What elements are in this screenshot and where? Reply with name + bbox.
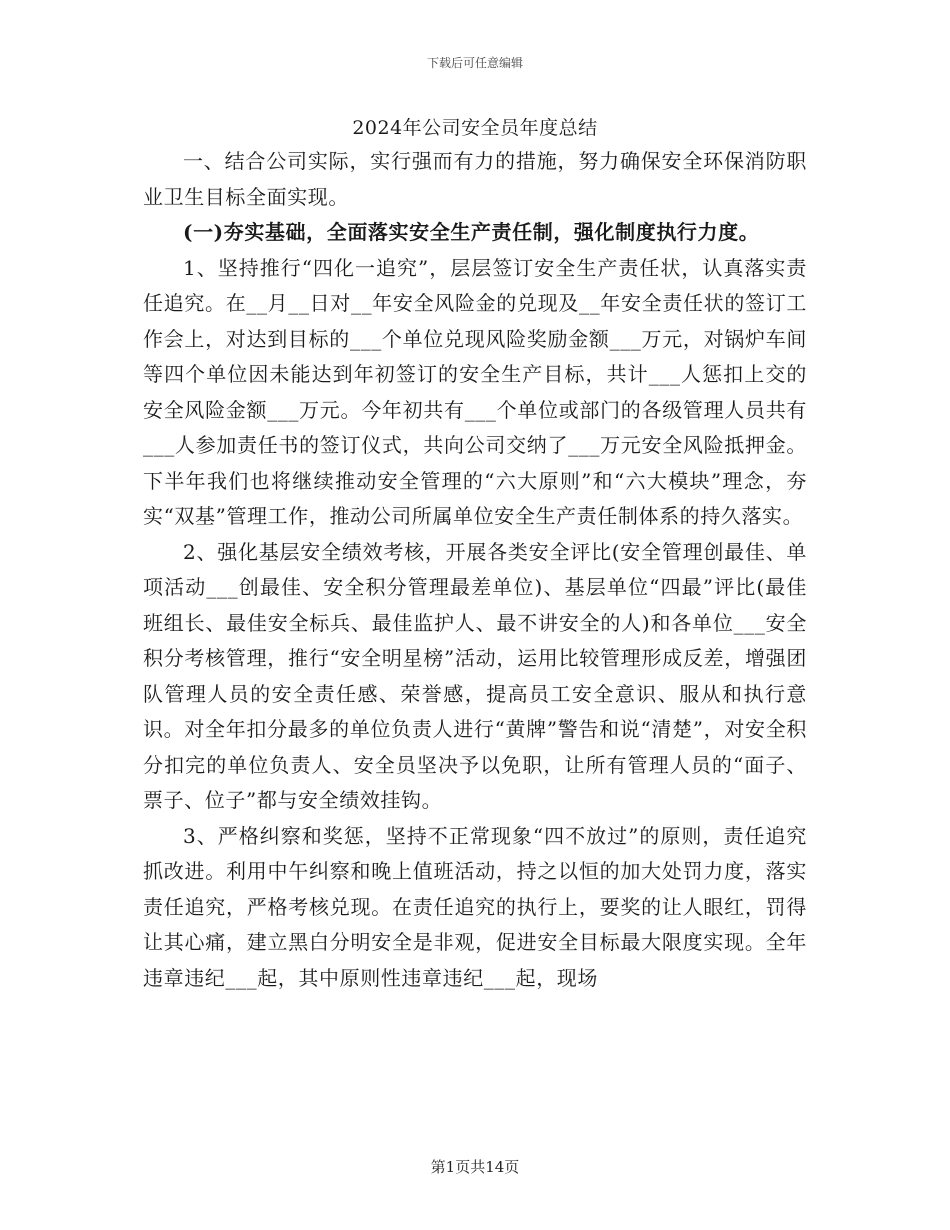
paragraph-item-1: 1、坚持推行“四化一追究”，层层签订安全生产责任状，认真落实责任追究。在__月__日对__年安全风险金的兑现及__年安全责任状的签订工作会上，对达到目标的___个单位兑现风险奖励金额___万元，对锅炉车间等四个单位因未能达到年初签订的安全生产目标，共计___人惩扣上交的安全风险金额___万元。今年初共有___个单位或部门的各级管理人员共有___人参加责任书的签订仪式，共向公司交纳了___万元安全风险抵押金。下半年我们也将继续推动安全管理的“六大原则”和“六大模块”理念，夯实“双基”管理工作，推动公司所属单位安全生产责任制体系的持久落实。 xyxy=(143,255,807,528)
paragraph-subheading-1: (一)夯实基础，全面落实安全生产责任制，强化制度执行力度。 xyxy=(183,220,760,244)
paragraph-item-3: 3、严格纠察和奖惩，坚持不正常现象“四不放过”的原则，责任追究抓改进。利用中午纠察和晚上值班活动，持之以恒的加大处罚力度，落实责任追究，严格考核兑现。在责任追究的执行上，要奖的让人眼红，罚得让其心痛，建立黑白分明安全是非观，促进安全目标最大限度实现。全年违章违纪___起，其中原则性违章违纪___起，现场 xyxy=(143,823,807,990)
document-body xyxy=(143,112,807,996)
document-title: 2024年公司安全员年度总结 xyxy=(352,117,598,139)
paragraph-item-2: 2、强化基层安全绩效考核，开展各类安全评比(安全管理创最佳、单项活动___创最佳、安全积分管理最差单位)、基层单位“四最”评比(最佳班组长、最佳安全标兵、最佳监护人、最不讲安全的人)和各单位___安全积分考核管理，推行“安全明星榜”活动，运用比较管理形成反差，增强团队管理人员的安全责任感、荣誉感，提高员工安全意识、服从和执行意识。对全年扣分最多的单位负责人进行“黄牌”警告和说“清楚”，对安全积分扣完的单位负责人、安全员坚决予以免职，让所有管理人员的“面子、票子、位子”都与安全绩效挂钩。 xyxy=(143,539,807,812)
page-number: 第1页共14页 xyxy=(430,1158,520,1176)
paragraph-section-1: 一、结合公司实际，实行强而有力的措施，努力确保安全环保消防职业卫生目标全面实现。 xyxy=(143,149,807,209)
header-note: 下载后可任意编辑 xyxy=(426,56,523,70)
